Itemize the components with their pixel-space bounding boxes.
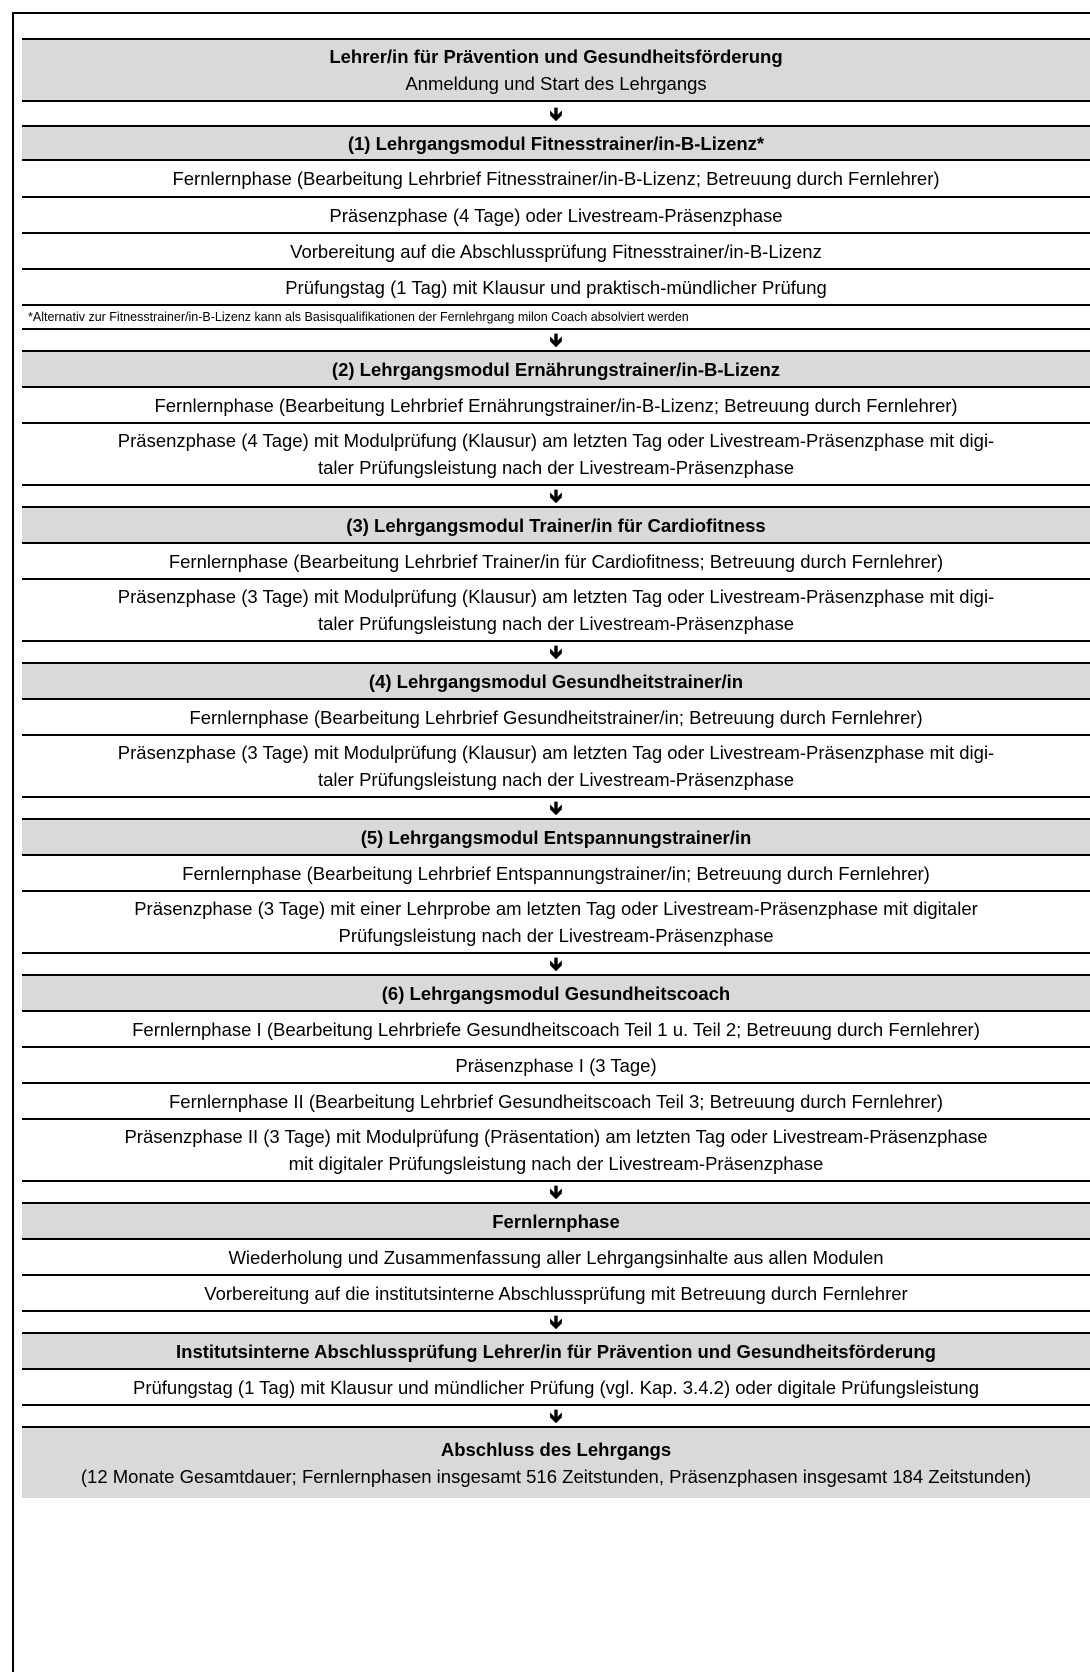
module-6-step-1: Fernlernphase I (Bearbeitung Lehrbriefe Gesundheitscoach Teil 1 u. Teil 2; Betreuung durch Fernlehrer): [22, 1012, 1090, 1048]
module-6-step-3: Fernlernphase II (Bearbeitung Lehrbrief Gesundheitscoach Teil 3; Betreuung durch Fernlehrer): [22, 1084, 1090, 1120]
down-arrow-icon: 🡻: [22, 330, 1090, 352]
module-1-step-3: Vorbereitung auf die Abschlussprüfung Fitnesstrainer/in-B-Lizenz: [22, 234, 1090, 270]
module-4-step-2: [22, 736, 1090, 798]
module-6-header: (6) Lehrgangsmodul Gesundheitscoach: [22, 976, 1090, 1012]
down-arrow-icon: 🡻: [22, 486, 1090, 508]
fernlernphase-header: Fernlernphase: [22, 1204, 1090, 1240]
module-6-step-4-line-1: Präsenzphase II (3 Tage) mit Modulprüfung (Präsentation) am letzten Tag oder Livestream-Präsenzphase: [124, 1126, 988, 1147]
module-1-step-1: Fernlernphase (Bearbeitung Lehrbrief Fitnesstrainer/in-B-Lizenz; Betreuung durch Fernlehrer): [22, 161, 1090, 198]
module-5-step-1: Fernlernphase (Bearbeitung Lehrbrief Entspannungstrainer/in; Betreuung durch Fernlehrer): [22, 856, 1090, 892]
final-exam-step-1: Prüfungstag (1 Tag) mit Klausur und mündlicher Prüfung (vgl. Kap. 3.4.2) oder digitale Prüfungsleistung: [22, 1370, 1090, 1406]
module-5-step-2-line-1: Präsenzphase (3 Tage) mit einer Lehrprobe am letzten Tag oder Livestream-Präsenzphase mit digitaler: [134, 898, 978, 919]
course-completion-box: [22, 1428, 1090, 1498]
down-arrow-icon: 🡻: [22, 1182, 1090, 1204]
module-5-header: (5) Lehrgangsmodul Entspannungstrainer/in: [22, 820, 1090, 856]
module-4-step-2-line-1: Präsenzphase (3 Tage) mit Modulprüfung (Klausur) am letzten Tag oder Livestream-Präsenzphase mit digi-: [117, 742, 995, 763]
module-2-header: (2) Lehrgangsmodul Ernährungstrainer/in-B-Lizenz: [22, 352, 1090, 388]
course-title: Lehrer/in für Prävention und Gesundheitsförderung: [329, 46, 783, 67]
down-arrow-icon: 🡻: [22, 1406, 1090, 1428]
module-5-step-2: [22, 892, 1090, 954]
fernlernphase-step-1: Wiederholung und Zusammenfassung aller Lehrgangsinhalte aus allen Modulen: [22, 1240, 1090, 1276]
course-start-header: [22, 38, 1090, 102]
module-2-step-2-line-2: taler Prüfungsleistung nach der Livestream-Präsenzphase: [317, 457, 795, 478]
module-1-step-2: Präsenzphase (4 Tage) oder Livestream-Präsenzphase: [22, 198, 1090, 234]
module-1-step-4: Prüfungstag (1 Tag) mit Klausur und praktisch-mündlicher Prüfung: [22, 270, 1090, 306]
module-3-header: (3) Lehrgangsmodul Trainer/in für Cardiofitness: [22, 508, 1090, 544]
module-2-step-2-line-1: Präsenzphase (4 Tage) mit Modulprüfung (Klausur) am letzten Tag oder Livestream-Präsenzphase mit digi-: [117, 430, 995, 451]
module-2-step-1: Fernlernphase (Bearbeitung Lehrbrief Ernährungstrainer/in-B-Lizenz; Betreuung durch Fernlehrer): [22, 388, 1090, 424]
module-3-step-1: Fernlernphase (Bearbeitung Lehrbrief Trainer/in für Cardiofitness; Betreuung durch Fernlehrer): [22, 544, 1090, 580]
module-3-step-2-line-2: taler Prüfungsleistung nach der Livestream-Präsenzphase: [317, 613, 795, 634]
down-arrow-icon: 🡻: [22, 642, 1090, 664]
course-flow-table: [22, 38, 1090, 1498]
course-start-subtitle: Anmeldung und Start des Lehrgangs: [405, 73, 707, 94]
down-arrow-icon: 🡻: [22, 102, 1090, 127]
down-arrow-icon: 🡻: [22, 954, 1090, 976]
module-3-step-2: [22, 580, 1090, 642]
module-1-footnote: *Alternativ zur Fitnesstrainer/in-B-Lizenz kann als Basisqualifikationen der Fernlehrgang milon Coach absolviert werden: [22, 306, 1090, 330]
module-1-header: (1) Lehrgangsmodul Fitnesstrainer/in-B-Lizenz*: [22, 127, 1090, 161]
course-completion-summary: (12 Monate Gesamtdauer; Fernlernphasen insgesamt 516 Zeitstunden, Präsenzphasen insgesamt 184 Zeitstunden): [80, 1466, 1032, 1487]
module-4-step-1: Fernlernphase (Bearbeitung Lehrbrief Gesundheitstrainer/in; Betreuung durch Fernlehrer): [22, 700, 1090, 736]
module-3-step-2-line-1: Präsenzphase (3 Tage) mit Modulprüfung (Klausur) am letzten Tag oder Livestream-Präsenzphase mit digi-: [117, 586, 995, 607]
module-6-step-4: [22, 1120, 1090, 1182]
down-arrow-icon: 🡻: [22, 798, 1090, 820]
module-4-step-2-line-2: taler Prüfungsleistung nach der Livestream-Präsenzphase: [317, 769, 795, 790]
down-arrow-icon: 🡻: [22, 1312, 1090, 1334]
module-5-step-2-line-2: Prüfungsleistung nach der Livestream-Präsenzphase: [338, 925, 774, 946]
course-completion-title: Abschluss des Lehrgangs: [440, 1439, 672, 1460]
module-6-step-2: Präsenzphase I (3 Tage): [22, 1048, 1090, 1084]
final-exam-header: Institutsinterne Abschlussprüfung Lehrer/in für Prävention und Gesundheitsförderung: [22, 1334, 1090, 1370]
module-4-header: (4) Lehrgangsmodul Gesundheitstrainer/in: [22, 664, 1090, 700]
module-2-step-2: [22, 424, 1090, 486]
module-6-step-4-line-2: mit digitaler Prüfungsleistung nach der Livestream-Präsenzphase: [288, 1153, 824, 1174]
fernlernphase-step-2: Vorbereitung auf die institutsinterne Abschlussprüfung mit Betreuung durch Fernlehrer: [22, 1276, 1090, 1312]
